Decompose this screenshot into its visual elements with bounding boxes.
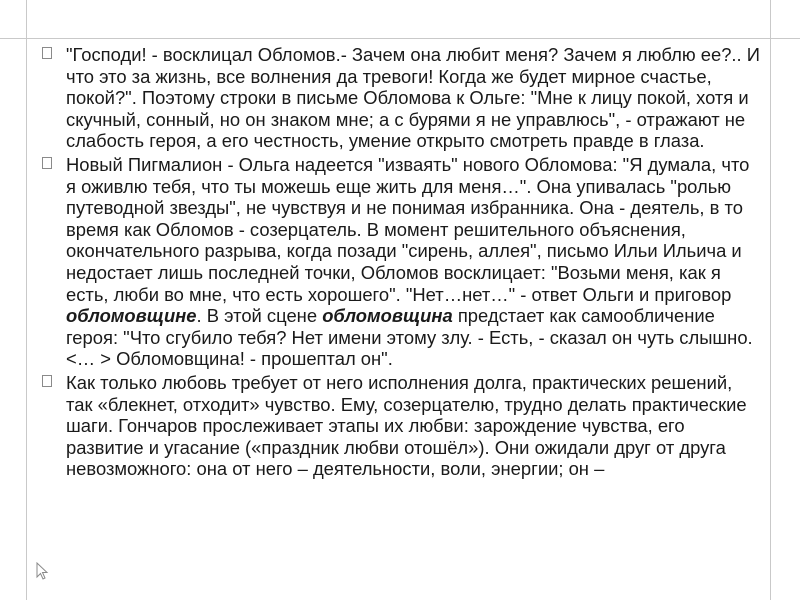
square-bullet-icon <box>42 375 54 390</box>
emphasis-text: обломовщина <box>322 305 453 327</box>
bullet-item <box>36 372 760 480</box>
bullet-text <box>66 44 760 151</box>
text-run: Как только любовь требует от него исполнения долга, практических решений, так «блекнет, отходит» чувство. Ему, созерцателю, трудно делать практические шаги. Гончаров прослеживает этапы их любви: зарождение чувства, его развитие и угасание («праздник любви отошёл»). Они ожидали друг от друга невозможного: она от него – деятельности, воли, энергии; он – <box>66 371 747 480</box>
text-run: Новый Пигмалион - Ольга надеется "изваять" нового Обломова: "Я думала, что я оживлю тебя, что ты можешь еще жить для меня…". Она упивалась "ролью путеводной звезды", не чувствуя и не понимая избранника. Она - деятель, в то время как Обломов - созерцатель. В момент решительного объяснения, окончательного разрыва, когда позади "сирень, аллея", письмо Ильи Ильича и недостает лишь последней точки, Обломов восклицает: "Возьми меня, как я есть, люби во мне, что есть хорошего". "Нет…нет…" - ответ Ольги и приговор <box>66 153 750 305</box>
square-bullet-icon <box>42 157 54 172</box>
text-run: "Господи! - восклицал Обломов.- Зачем она любит меня? Зачем я люблю ее?.. И что это за жизнь, все волнения да тревоги! Когда же будет мирное счастье, покой?". Поэтому строки в письме Обломова к Ольге: "Мне к лицу покой, хотя и скучный, сонный, но он знаком мне; а с бурями я не управлюсь", - отражают не слабость героя, а его честность, умение открыто смотреть правде в глаза. <box>66 44 760 152</box>
arrow-cursor-icon <box>36 562 50 580</box>
frame-left-line <box>26 0 27 600</box>
emphasis-text: обломовщине <box>66 305 197 327</box>
bullet-text <box>66 372 747 479</box>
bullet-list <box>36 44 760 482</box>
text-run: . В этой сцене <box>196 305 323 327</box>
text-run: предстает как самообличение героя: "Что сгубило тебя? Нет имени этому злу. - Есть, - сказал он чуть слышно. <… > Обломовщина! - прошептал он". <box>66 305 753 370</box>
bullet-item <box>36 154 760 370</box>
frame-right-line <box>770 0 771 600</box>
frame-top-line <box>0 38 800 39</box>
bullet-item <box>36 44 760 152</box>
bullet-text <box>66 154 753 369</box>
square-bullet-icon <box>42 47 54 62</box>
